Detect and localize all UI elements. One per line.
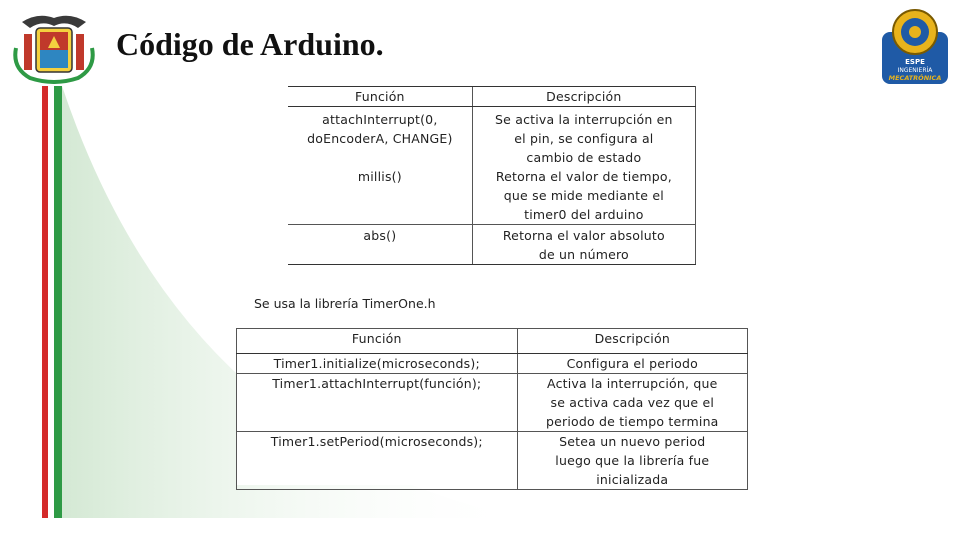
arduino-functions-table (288, 86, 696, 262)
table-row (237, 432, 748, 490)
table1-header-descripcion: Descripción (472, 87, 695, 107)
table2-func-cell (237, 374, 518, 432)
table-row (237, 374, 748, 432)
page-title: Código de Arduino. (116, 26, 384, 62)
logo-text-mecatronica: MECATRÓNICA (888, 74, 942, 82)
cell-line: Retorna el valor de tiempo, (495, 169, 672, 184)
cell-line: que se mide mediante el (503, 188, 664, 203)
table1-desc-cell (472, 167, 695, 225)
cell-line: Configura el periodo (566, 356, 698, 371)
cell-line: doEncoderA, CHANGE) (307, 131, 453, 146)
cell-line: attachInterrupt(0, (322, 112, 438, 127)
cell-line: Se activa la interrupción en (495, 112, 673, 127)
table1-desc-cell (472, 225, 695, 265)
table2-header-funcion: Función (237, 329, 518, 354)
logo-text-ingenieria: INGENIERÍA (897, 67, 933, 74)
library-note: Se usa la librería TimerOne.h (254, 296, 436, 311)
table2-desc-cell (517, 432, 747, 490)
table1-func-cell (288, 167, 472, 225)
espe-mechatronics-engineering-logo (880, 6, 950, 86)
table1-func-cell (288, 225, 472, 265)
cell-line: inicializada (596, 472, 669, 487)
cell-line: Retorna el valor absoluto (502, 228, 665, 243)
cell-line: Activa la interrupción, que (547, 376, 718, 391)
cell-line: abs() (363, 228, 397, 243)
cell-line: luego que la librería fue (555, 453, 710, 468)
university-coat-of-arms-icon (8, 8, 100, 84)
cell-line: Timer1.setPeriod(microseconds); (270, 434, 483, 449)
table1-func-cell (288, 107, 472, 168)
cell-line: Timer1.initialize(microseconds); (273, 356, 480, 371)
table-row (237, 354, 748, 374)
table1-header-funcion: Función (288, 87, 472, 107)
table2-desc-cell (517, 374, 747, 432)
cell-line: de un número (538, 247, 629, 262)
cell-line: se activa cada vez que el (550, 395, 715, 410)
cell-line: timer0 del arduino (524, 207, 644, 222)
timerone-functions-table (236, 328, 748, 485)
table-row (288, 107, 696, 168)
table1-desc-cell (472, 107, 695, 168)
table2-func-cell (237, 432, 518, 490)
cell-line: el pin, se configura al (514, 131, 654, 146)
cell-line: Setea un nuevo period (559, 434, 706, 449)
table2-desc-cell (517, 354, 747, 374)
logo-text-espe: ESPE (905, 58, 925, 66)
table2-func-cell (237, 354, 518, 374)
table2-header-descripcion: Descripción (517, 329, 747, 354)
table-row (288, 167, 696, 225)
cell-line: Timer1.attachInterrupt(función); (272, 376, 482, 391)
cell-line: millis() (357, 169, 402, 184)
table-row (288, 225, 696, 265)
cell-line: periodo de tiempo termina (545, 414, 719, 429)
cell-line: cambio de estado (526, 150, 642, 165)
green-stripe (54, 86, 62, 518)
